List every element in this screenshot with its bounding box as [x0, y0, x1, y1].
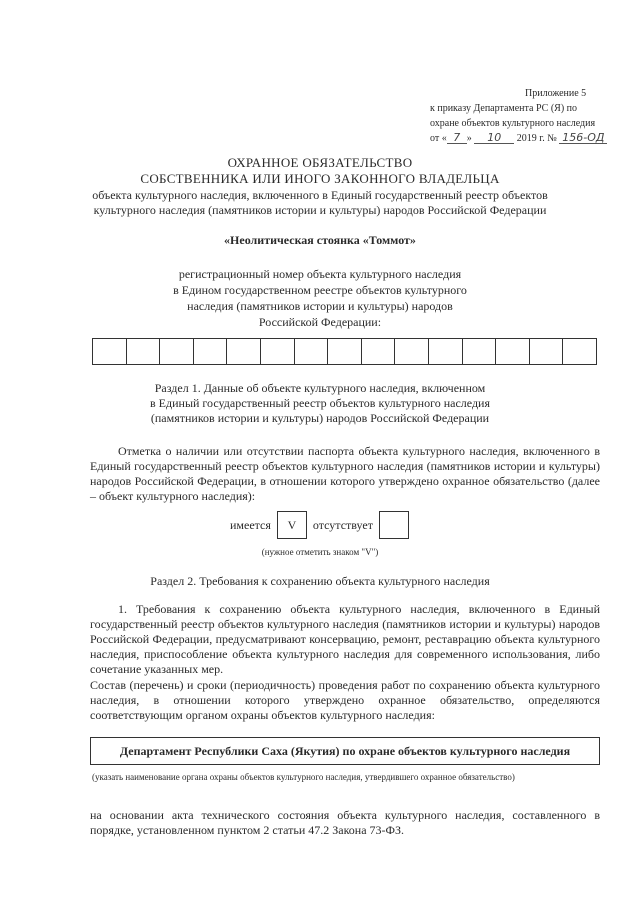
registration-line-1: регистрационный номер объекта культурного наследия — [178, 267, 462, 281]
appendix-line-2: к приказу Департамента РС (Я) по — [430, 103, 578, 114]
subtitle-line-1: объекта культурного наследия, включенного в Единый государственный реестр объектов — [92, 188, 548, 202]
handwritten-number: 156-ОД — [559, 132, 607, 144]
reg-cell — [127, 339, 161, 364]
passport-choice — [230, 511, 415, 539]
reg-cell — [261, 339, 295, 364]
section-2-heading: Раздел 2. Требования к сохранению объекта культурного наследия — [150, 574, 490, 588]
reg-cell — [563, 339, 596, 364]
reg-cell — [227, 339, 261, 364]
appendix-date-line — [430, 131, 630, 146]
reg-cell — [395, 339, 429, 364]
handwritten-month: 10 — [474, 132, 514, 144]
section-1-line-2: в Единый государственный реестр объектов культурного наследия — [150, 396, 490, 410]
passport-paragraph: Отметка о наличии или отсутствии паспорта объекта культурного наследия, включенного в Единый государственный реестр объектов культурного наследия (памятников истории и культуры) народов Российской Федерации, в отношении которого утверждено охранное обязательство (далее – объект культурного наследия): — [90, 444, 600, 503]
date-year: 2019 г. № — [516, 133, 557, 144]
works-paragraph: Состав (перечень) и сроки (периодичность) проведения работ по сохранению объекта культурного наследия, в отношении которого утверждено охранное обязательство, определяются соответствующим органом охраны объектов культурного наследия: — [90, 678, 600, 722]
title-line-1: ОХРАННОЕ ОБЯЗАТЕЛЬСТВО — [227, 155, 413, 170]
reg-cell — [295, 339, 329, 364]
date-prefix: от « — [430, 133, 447, 144]
reg-cell — [194, 339, 228, 364]
has-passport-label: имеется — [230, 517, 271, 532]
basis-paragraph: на основании акта технического состояния объекта культурного наследия, составленного в порядке, установленном пунктом 2 статьи 47.2 Закона 73-ФЗ. — [90, 808, 600, 837]
appendix-header — [430, 86, 630, 146]
title-line-2: СОБСТВЕННИКА ИЛИ ИНОГО ЗАКОННОГО ВЛАДЕЛЬЦА — [140, 171, 500, 186]
requirements-paragraph: 1. Требования к сохранению объекта культурного наследия, включенного в Единый государственный реестр объектов культурного наследия (памятников истории и культуры) народов Российской Федерации, предусматривают консервацию, ремонт, реставрацию объекта культурного наследия, приспособление объекта культурного наследия для современного использования, либо сочетание указанных мер. — [90, 602, 600, 676]
reg-cell — [496, 339, 530, 364]
section-1-line-1: Раздел 1. Данные об объекте культурного наследия, включенном — [154, 381, 486, 395]
reg-cell — [530, 339, 564, 364]
department-note: (указать наименование органа охраны объектов культурного наследия, утвердившего охранное обязательство) — [92, 772, 515, 782]
department-name-box: Департамент Республики Саха (Якутия) по охране объектов культурного наследия — [90, 737, 600, 765]
reg-cell — [429, 339, 463, 364]
has-passport-checkbox[interactable]: V — [277, 511, 307, 539]
section-1-line-3: (памятников истории и культуры) народов Российской Федерации — [150, 411, 490, 425]
registration-number-label — [0, 266, 640, 330]
reg-cell — [93, 339, 127, 364]
section-1-heading — [0, 381, 640, 426]
handwritten-day: 7 — [447, 132, 467, 144]
appendix-line-3: охране объектов культурного наследия — [430, 118, 596, 129]
document-subtitle — [0, 188, 640, 218]
registration-line-3: наследия (памятников истории и культуры) народов — [187, 299, 453, 313]
no-passport-label: отсутствует — [312, 517, 373, 532]
registration-line-2: в Едином государственном реестре объектов культурного — [173, 283, 467, 297]
reg-cell — [463, 339, 497, 364]
subtitle-line-2: культурного наследия (памятников истории и культуры) народов Российской Федерации — [93, 203, 547, 217]
reg-cell — [362, 339, 396, 364]
appendix-line-1: Приложение 5 — [525, 88, 587, 99]
document-title — [0, 155, 640, 187]
no-passport-checkbox[interactable] — [379, 511, 409, 539]
reg-cell — [160, 339, 194, 364]
choice-note: (нужное отметить знаком "V") — [261, 547, 379, 557]
reg-cell — [328, 339, 362, 364]
registration-number-grid — [92, 338, 597, 365]
date-mid: » — [466, 133, 472, 144]
registration-line-4: Российской Федерации: — [258, 315, 382, 329]
object-name: «Неолитическая стоянка «Томмот» — [224, 233, 416, 247]
